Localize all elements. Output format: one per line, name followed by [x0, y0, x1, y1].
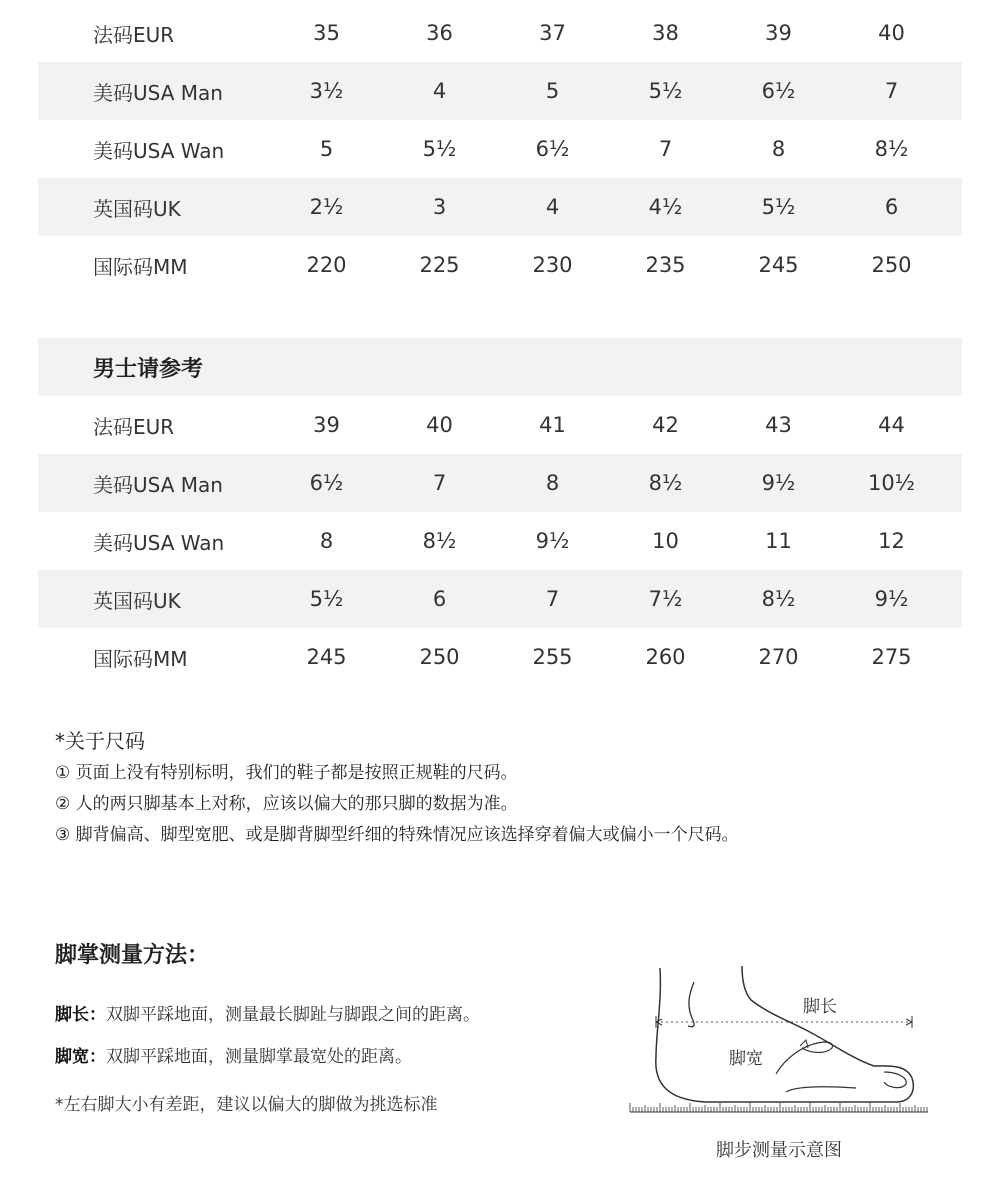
foot-width-line [55, 1042, 412, 1067]
ruler-ticks [630, 1103, 927, 1112]
table-cell: 245 [758, 253, 799, 277]
table-row [38, 570, 962, 628]
measure-title: 脚掌测量方法： [55, 943, 210, 968]
note-item: ② 人的两只脚基本上对称，应该以偏大的那只脚的数据为准。 [55, 794, 518, 814]
measure-footnote: *左右脚大小有差距，建议以偏大的脚做为挑选标准 [55, 1095, 438, 1115]
table-row [38, 628, 962, 686]
table-cell: 39 [765, 21, 792, 45]
table-cell: 7 [545, 587, 560, 611]
table-cell: 235 [645, 253, 686, 277]
table-cell: 4 [545, 195, 560, 219]
foot-length-desc: 双脚平踩地面，测量最长脚趾与脚跟之间的距离。 [106, 1005, 480, 1025]
table-cell: 8½ [761, 587, 796, 611]
table-cell: 43 [765, 413, 792, 437]
table-heading: 男士请参考 [38, 338, 962, 396]
table-cell: 7 [884, 79, 899, 103]
length-label: 脚长 [803, 997, 837, 1017]
table-cell: 6 [884, 195, 899, 219]
foot-diagram [626, 962, 932, 1122]
row-label: 国际码MM [93, 646, 188, 671]
table-row [38, 396, 962, 454]
row-label: 法码EUR [93, 22, 175, 47]
table-cell: 5½ [761, 195, 796, 219]
table-cell: 8½ [874, 137, 909, 161]
table-cell: 44 [878, 413, 905, 437]
table-cell: 275 [871, 645, 912, 669]
table-cell: 8 [771, 137, 786, 161]
width-label: 脚宽 [729, 1049, 763, 1069]
table-cell: 9½ [874, 587, 909, 611]
table-cell: 270 [758, 645, 799, 669]
table-cell: 2½ [309, 195, 344, 219]
table-cell: 7 [658, 137, 673, 161]
table-row [38, 454, 962, 512]
table-row [38, 120, 962, 178]
table-cell: 7 [432, 471, 447, 495]
table-cell: 40 [426, 413, 453, 437]
table-cell: 5½ [309, 587, 344, 611]
table-cell: 35 [313, 21, 340, 45]
table-cell: 260 [645, 645, 686, 669]
row-label: 美码USA Wan [93, 530, 225, 555]
table-cell: 6½ [309, 471, 344, 495]
table-cell: 39 [313, 413, 340, 437]
table-cell: 8½ [422, 529, 457, 553]
table-cell: 250 [419, 645, 460, 669]
table-cell: 6 [432, 587, 447, 611]
table-cell: 11 [765, 529, 792, 553]
row-label: 法码EUR [93, 414, 175, 439]
table-cell: 10 [652, 529, 679, 553]
table-cell: 8 [545, 471, 560, 495]
table-cell: 255 [532, 645, 573, 669]
table-cell: 36 [426, 21, 453, 45]
table-cell: 42 [652, 413, 679, 437]
table-cell: 5½ [648, 79, 683, 103]
table-cell: 245 [306, 645, 347, 669]
table-cell: 9½ [761, 471, 796, 495]
table-cell: 7½ [648, 587, 683, 611]
table-cell: 38 [652, 21, 679, 45]
table-row [38, 4, 962, 62]
table-row [38, 512, 962, 570]
foot-length-line [55, 1000, 480, 1025]
sole-curve [786, 1087, 856, 1092]
table-row [38, 178, 962, 236]
women-size-table [38, 4, 962, 294]
row-label: 美码USA Man [93, 80, 223, 105]
table-row [38, 62, 962, 120]
table-cell: 230 [532, 253, 573, 277]
table-cell: 10½ [867, 471, 916, 495]
table-cell: 4½ [648, 195, 683, 219]
foot-width-term: 脚宽： [55, 1047, 106, 1067]
row-label: 英国码UK [93, 196, 181, 221]
table-cell: 6½ [535, 137, 570, 161]
table-cell: 37 [539, 21, 566, 45]
ankle-line [688, 982, 694, 1027]
table-cell: 9½ [535, 529, 570, 553]
table-row [38, 236, 962, 294]
table-cell: 41 [539, 413, 566, 437]
row-label: 英国码UK [93, 588, 181, 613]
toe-curve [884, 1072, 906, 1088]
row-label: 美码USA Man [93, 472, 223, 497]
foot-outline [656, 966, 914, 1102]
table-cell: 220 [306, 253, 347, 277]
row-label: 国际码MM [93, 254, 188, 279]
table-cell: 225 [419, 253, 460, 277]
note-item: ① 页面上没有特别标明，我们的鞋子都是按照正规鞋的尺码。 [55, 763, 518, 783]
foot-length-term: 脚长： [55, 1005, 106, 1025]
table-cell: 250 [871, 253, 912, 277]
table-cell: 5 [319, 137, 334, 161]
table-cell: 8½ [648, 471, 683, 495]
table-cell: 6½ [761, 79, 796, 103]
width-curve [776, 1042, 833, 1074]
table-cell: 12 [878, 529, 905, 553]
men-size-table [38, 338, 962, 686]
size-notes [55, 724, 955, 851]
table-cell: 5 [545, 79, 560, 103]
table-cell: 4 [432, 79, 447, 103]
table-cell: 40 [878, 21, 905, 45]
table-cell: 8 [319, 529, 334, 553]
notes-title: *关于尺码 [55, 729, 145, 753]
note-item: ③ 脚背偏高、脚型宽肥、或是脚背脚型纤细的特殊情况应该选择穿着偏大或偏小一个尺码。 [55, 825, 739, 845]
table-cell: 3 [432, 195, 447, 219]
diagram-caption: 脚步测量示意图 [716, 1140, 842, 1161]
row-label: 美码USA Wan [93, 138, 225, 163]
foot-width-desc: 双脚平踩地面，测量脚掌最宽处的距离。 [106, 1047, 412, 1067]
table-cell: 3½ [309, 79, 344, 103]
table-cell: 5½ [422, 137, 457, 161]
